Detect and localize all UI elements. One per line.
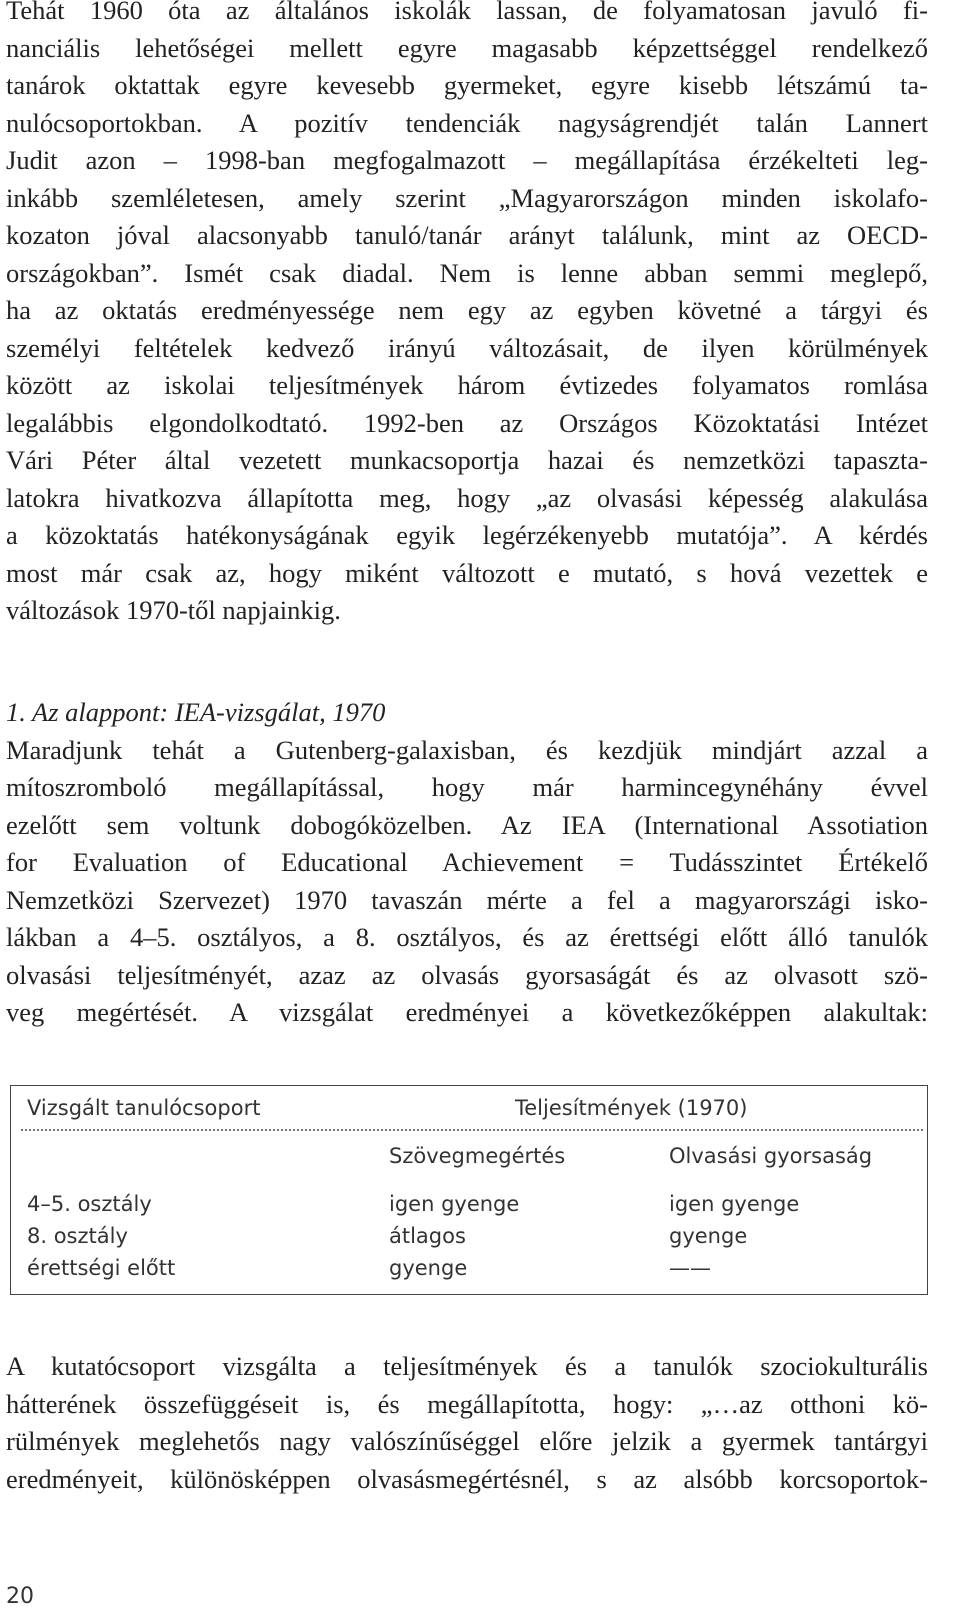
paragraph-line: Nemzetközi Szervezet) 1970 tavaszán mérte a fel a magyarországi isko-	[6, 884, 928, 915]
paragraph-3	[6, 1348, 928, 1498]
table-cell: ——	[669, 1256, 711, 1280]
paragraph-line: eredményeit, különösképpen olvasásmegértésnél, s az alsóbb korcsoportok-	[6, 1463, 928, 1494]
paragraph-line: Judit azon – 1998-ban megfogalmazott – megállapítása érzékelteti leg-	[6, 145, 928, 175]
paragraph-1	[6, 0, 928, 630]
paragraph-line: között az iskolai teljesítmények három évtizedes folyamatos romlása	[6, 370, 928, 400]
paragraph-line: Maradjunk tehát a Gutenberg-galaxisban, és kezdjük mindjárt azzal a	[6, 734, 928, 765]
paragraph-line: nanciális lehetőségei mellett egyre magasabb képzettséggel rendelkező	[6, 32, 928, 63]
paragraph-line: ezelőtt sem voltunk dobogóközelben. Az IEA (International Assotiation	[6, 809, 928, 840]
table-cell: igen gyenge	[389, 1192, 520, 1216]
paragraph-line: hátterének összefüggéseit is, és megállapította, hogy: „…az otthoni kö-	[6, 1388, 928, 1419]
section-1	[6, 694, 928, 1032]
paragraph-line: változások 1970-től napjainkig.	[6, 595, 341, 625]
paragraph-line: ha az oktatás eredményessége nem egy az egyben követné a tárgyi és	[6, 295, 928, 325]
table-header-reading-speed: Olvasási gyorsaság	[669, 1144, 873, 1168]
paragraph-line: tanárok oktattak egyre kevesebb gyermeket, egyre kisebb létszámú ta-	[6, 70, 928, 100]
table-cell: érettségi előtt	[27, 1256, 176, 1280]
table-cell: 4–5. osztály	[27, 1192, 152, 1216]
paragraph-line: for Evaluation of Educational Achievement = Tudásszintet Értékelő	[6, 847, 928, 877]
table-header-comprehension: Szövegmegértés	[389, 1144, 566, 1168]
paragraph-line: országokban”. Ismét csak diadal. Nem is lenne abban semmi meglepő,	[6, 257, 928, 288]
paragraph-line: legalábbis elgondolkodtató. 1992-ben az Országos Közoktatási Intézet	[6, 407, 928, 438]
section-heading: 1. Az alappont: IEA-vizsgálat, 1970	[6, 697, 386, 727]
paragraph-line: mítoszromboló megállapítással, hogy már harmincegynéhány évvel	[6, 772, 928, 802]
table-cell: igen gyenge	[669, 1192, 800, 1216]
paragraph-line: Vári Péter által vezetett munkacsoportja hazai és nemzetközi tapaszta-	[6, 445, 928, 475]
paragraph-line: a közoktatás hatékonyságának egyik legérzékenyebb mutatója”. A kérdés	[6, 520, 928, 550]
table-cell: gyenge	[389, 1256, 468, 1280]
table-cell: átlagos	[389, 1224, 466, 1248]
paragraph-line: latokra hivatkozva állapította meg, hogy „az olvasási képesség alakulása	[6, 482, 928, 513]
page-number: 20	[6, 1584, 34, 1609]
paragraph-line: A kutatócsoport vizsgálta a teljesítmények és a tanulók szociokulturális	[6, 1351, 928, 1381]
paragraph-line: nulócsoportokban. A pozitív tendenciák nagyságrendjét talán Lannert	[6, 107, 928, 138]
paragraph-line: lákban a 4–5. osztályos, a 8. osztályos, és az érettségi előtt álló tanulók	[6, 922, 928, 952]
table-header-performance: Teljesítmények (1970)	[515, 1096, 748, 1120]
paragraph-line: veg megértését. A vizsgálat eredményei a következőképpen alakultak:	[6, 997, 928, 1027]
table-divider	[21, 1129, 923, 1131]
results-table	[10, 1085, 928, 1295]
paragraph-line: személyi feltételek kedvező irányú változásait, de ilyen körülmények	[6, 332, 928, 363]
table-cell: gyenge	[669, 1224, 748, 1248]
table-cell: 8. osztály	[27, 1224, 128, 1248]
paragraph-line: Tehát 1960 óta az általános iskolák lassan, de folyamatosan javuló fi-	[6, 0, 928, 25]
table-header-group: Vizsgált tanulócsoport	[27, 1096, 261, 1120]
paragraph-line: inkább szemléletesen, amely szerint „Magyarországon minden iskolafo-	[6, 182, 928, 213]
paragraph-line: rülmények meglehetős nagy valószínűséggel előre jelzik a gyermek tantárgyi	[6, 1426, 928, 1456]
paragraph-line: olvasási teljesítményét, azaz az olvasás gyorsaságát és az olvasott szö-	[6, 959, 928, 990]
paragraph-line: kozaton jóval alacsonyabb tanuló/tanár arányt találunk, mint az OECD-	[6, 220, 928, 250]
paragraph-line: most már csak az, hogy miként változott e mutató, s hová vezettek e	[6, 557, 928, 588]
